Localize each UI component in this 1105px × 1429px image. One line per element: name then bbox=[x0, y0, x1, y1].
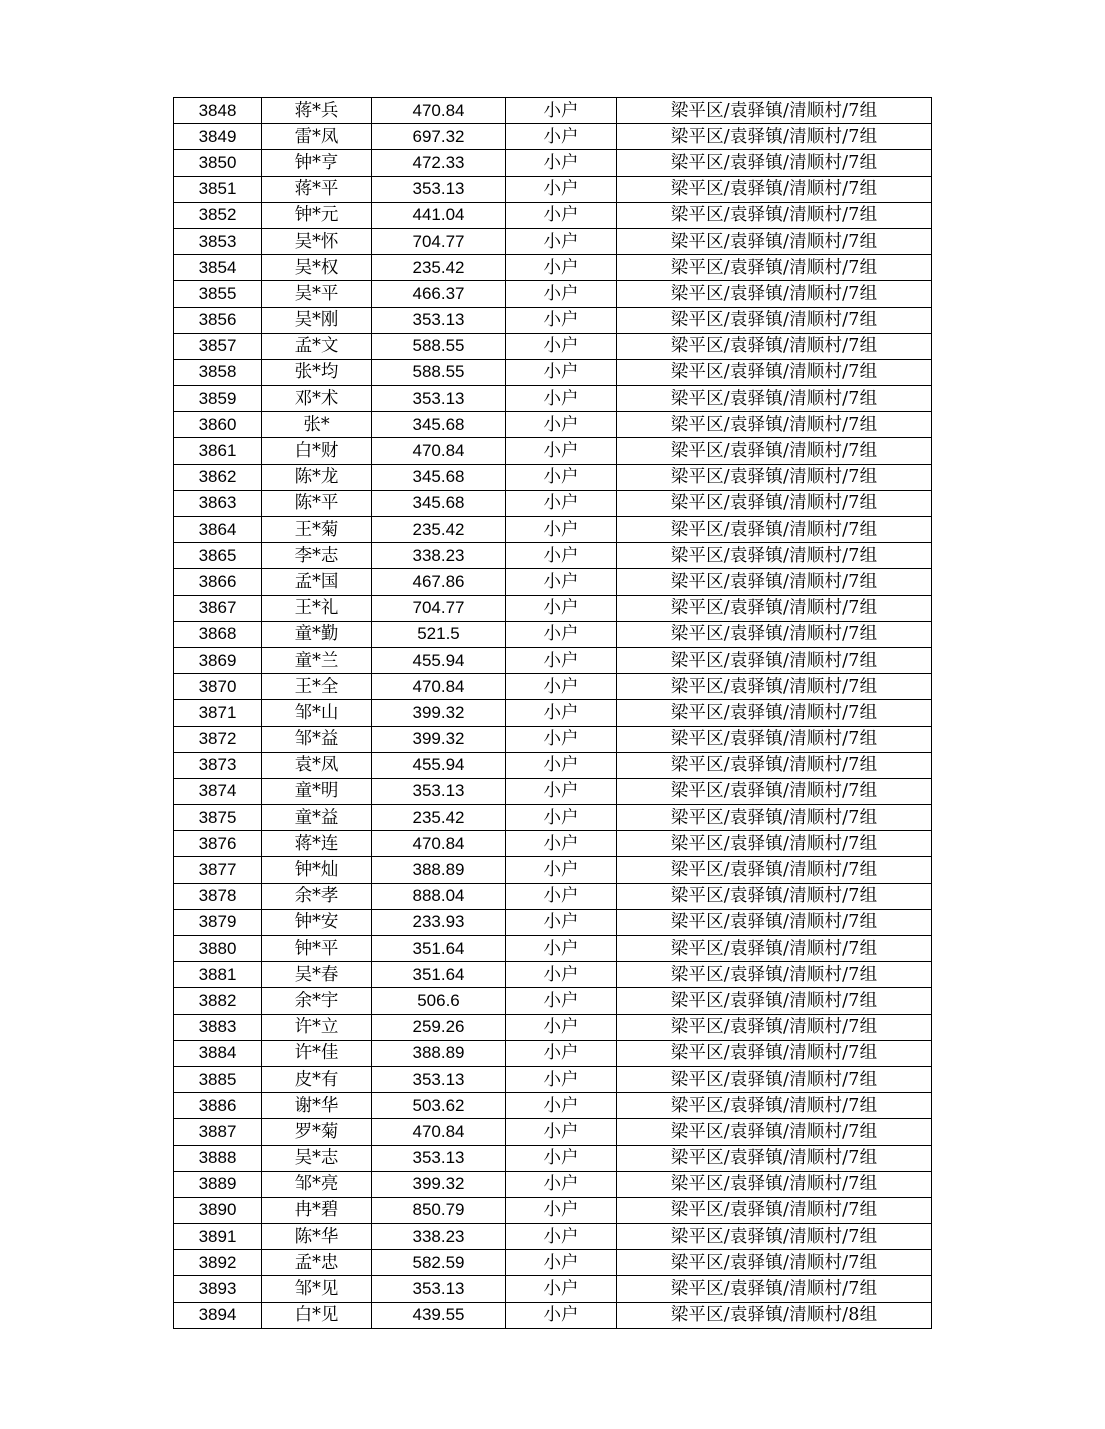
cell-name: 吴*志 bbox=[262, 1145, 372, 1171]
cell-name: 陈*华 bbox=[262, 1224, 372, 1250]
cell-address: 梁平区/袁驿镇/清顺村/7组 bbox=[617, 202, 932, 228]
table-row bbox=[174, 962, 932, 988]
cell-type: 小户 bbox=[506, 621, 617, 647]
cell-name: 余*宇 bbox=[262, 988, 372, 1014]
cell-address: 梁平区/袁驿镇/清顺村/7组 bbox=[617, 412, 932, 438]
table-row bbox=[174, 412, 932, 438]
cell-amount: 506.6 bbox=[372, 988, 506, 1014]
table-row bbox=[174, 700, 932, 726]
cell-name: 童*勤 bbox=[262, 621, 372, 647]
cell-name: 白*见 bbox=[262, 1302, 372, 1328]
table-row bbox=[174, 359, 932, 385]
cell-address: 梁平区/袁驿镇/清顺村/7组 bbox=[617, 1250, 932, 1276]
cell-id: 3865 bbox=[174, 543, 262, 569]
cell-id: 3855 bbox=[174, 281, 262, 307]
cell-id: 3883 bbox=[174, 1014, 262, 1040]
cell-address: 梁平区/袁驿镇/清顺村/7组 bbox=[617, 1145, 932, 1171]
cell-amount: 472.33 bbox=[372, 150, 506, 176]
cell-address: 梁平区/袁驿镇/清顺村/7组 bbox=[617, 621, 932, 647]
cell-amount: 697.32 bbox=[372, 124, 506, 150]
cell-type: 小户 bbox=[506, 1145, 617, 1171]
cell-address: 梁平区/袁驿镇/清顺村/7组 bbox=[617, 805, 932, 831]
cell-name: 雷*凤 bbox=[262, 124, 372, 150]
cell-address: 梁平区/袁驿镇/清顺村/7组 bbox=[617, 438, 932, 464]
cell-type: 小户 bbox=[506, 281, 617, 307]
cell-id: 3863 bbox=[174, 490, 262, 516]
cell-address: 梁平区/袁驿镇/清顺村/7组 bbox=[617, 674, 932, 700]
cell-type: 小户 bbox=[506, 176, 617, 202]
cell-amount: 338.23 bbox=[372, 543, 506, 569]
cell-amount: 353.13 bbox=[372, 176, 506, 202]
cell-amount: 235.42 bbox=[372, 805, 506, 831]
cell-amount: 353.13 bbox=[372, 1066, 506, 1092]
cell-name: 王*全 bbox=[262, 674, 372, 700]
cell-amount: 351.64 bbox=[372, 962, 506, 988]
cell-name: 钟*亨 bbox=[262, 150, 372, 176]
table-row bbox=[174, 621, 932, 647]
cell-type: 小户 bbox=[506, 150, 617, 176]
cell-name: 邹*山 bbox=[262, 700, 372, 726]
cell-address: 梁平区/袁驿镇/清顺村/7组 bbox=[617, 307, 932, 333]
cell-name: 袁*凤 bbox=[262, 752, 372, 778]
cell-type: 小户 bbox=[506, 595, 617, 621]
cell-name: 余*孝 bbox=[262, 883, 372, 909]
cell-amount: 353.13 bbox=[372, 386, 506, 412]
table-row bbox=[174, 386, 932, 412]
table-row bbox=[174, 517, 932, 543]
cell-address: 梁平区/袁驿镇/清顺村/7组 bbox=[617, 726, 932, 752]
cell-id: 3879 bbox=[174, 909, 262, 935]
cell-id: 3877 bbox=[174, 857, 262, 883]
cell-type: 小户 bbox=[506, 490, 617, 516]
cell-address: 梁平区/袁驿镇/清顺村/7组 bbox=[617, 464, 932, 490]
cell-id: 3859 bbox=[174, 386, 262, 412]
cell-amount: 345.68 bbox=[372, 490, 506, 516]
cell-name: 蒋*兵 bbox=[262, 98, 372, 124]
cell-amount: 345.68 bbox=[372, 464, 506, 490]
cell-type: 小户 bbox=[506, 988, 617, 1014]
table-row bbox=[174, 1302, 932, 1328]
cell-type: 小户 bbox=[506, 124, 617, 150]
table-row bbox=[174, 228, 932, 254]
cell-id: 3870 bbox=[174, 674, 262, 700]
cell-id: 3869 bbox=[174, 647, 262, 673]
cell-name: 王*礼 bbox=[262, 595, 372, 621]
table-row bbox=[174, 1119, 932, 1145]
cell-address: 梁平区/袁驿镇/清顺村/7组 bbox=[617, 936, 932, 962]
cell-name: 吴*怀 bbox=[262, 228, 372, 254]
cell-amount: 353.13 bbox=[372, 307, 506, 333]
cell-type: 小户 bbox=[506, 464, 617, 490]
cell-type: 小户 bbox=[506, 674, 617, 700]
cell-id: 3850 bbox=[174, 150, 262, 176]
cell-name: 邹*亮 bbox=[262, 1171, 372, 1197]
cell-name: 钟*平 bbox=[262, 936, 372, 962]
cell-id: 3889 bbox=[174, 1171, 262, 1197]
cell-id: 3862 bbox=[174, 464, 262, 490]
cell-name: 李*志 bbox=[262, 543, 372, 569]
cell-id: 3888 bbox=[174, 1145, 262, 1171]
cell-amount: 399.32 bbox=[372, 726, 506, 752]
cell-address: 梁平区/袁驿镇/清顺村/7组 bbox=[617, 281, 932, 307]
cell-amount: 353.13 bbox=[372, 1145, 506, 1171]
cell-address: 梁平区/袁驿镇/清顺村/7组 bbox=[617, 228, 932, 254]
cell-id: 3881 bbox=[174, 962, 262, 988]
cell-type: 小户 bbox=[506, 228, 617, 254]
cell-address: 梁平区/袁驿镇/清顺村/7组 bbox=[617, 647, 932, 673]
cell-amount: 388.89 bbox=[372, 1040, 506, 1066]
cell-type: 小户 bbox=[506, 1171, 617, 1197]
cell-amount: 235.42 bbox=[372, 517, 506, 543]
cell-address: 梁平区/袁驿镇/清顺村/7组 bbox=[617, 1093, 932, 1119]
cell-address: 梁平区/袁驿镇/清顺村/7组 bbox=[617, 255, 932, 281]
cell-address: 梁平区/袁驿镇/清顺村/7组 bbox=[617, 988, 932, 1014]
table-row bbox=[174, 464, 932, 490]
cell-id: 3891 bbox=[174, 1224, 262, 1250]
cell-amount: 704.77 bbox=[372, 595, 506, 621]
cell-address: 梁平区/袁驿镇/清顺村/7组 bbox=[617, 831, 932, 857]
cell-amount: 467.86 bbox=[372, 569, 506, 595]
cell-address: 梁平区/袁驿镇/清顺村/7组 bbox=[617, 909, 932, 935]
cell-address: 梁平区/袁驿镇/清顺村/7组 bbox=[617, 883, 932, 909]
table-row bbox=[174, 857, 932, 883]
cell-id: 3880 bbox=[174, 936, 262, 962]
cell-type: 小户 bbox=[506, 1040, 617, 1066]
cell-type: 小户 bbox=[506, 831, 617, 857]
cell-address: 梁平区/袁驿镇/清顺村/7组 bbox=[617, 386, 932, 412]
table-row bbox=[174, 176, 932, 202]
cell-type: 小户 bbox=[506, 1276, 617, 1302]
table-row bbox=[174, 1040, 932, 1066]
table-row bbox=[174, 936, 932, 962]
cell-name: 孟*国 bbox=[262, 569, 372, 595]
cell-id: 3894 bbox=[174, 1302, 262, 1328]
table-row bbox=[174, 988, 932, 1014]
cell-amount: 441.04 bbox=[372, 202, 506, 228]
cell-name: 邹*益 bbox=[262, 726, 372, 752]
cell-name: 蒋*连 bbox=[262, 831, 372, 857]
cell-id: 3849 bbox=[174, 124, 262, 150]
cell-id: 3854 bbox=[174, 255, 262, 281]
cell-type: 小户 bbox=[506, 1093, 617, 1119]
cell-name: 邹*见 bbox=[262, 1276, 372, 1302]
cell-amount: 455.94 bbox=[372, 647, 506, 673]
cell-name: 白*财 bbox=[262, 438, 372, 464]
cell-name: 童*明 bbox=[262, 778, 372, 804]
table-row bbox=[174, 569, 932, 595]
cell-id: 3874 bbox=[174, 778, 262, 804]
cell-type: 小户 bbox=[506, 333, 617, 359]
record-table bbox=[173, 97, 932, 1329]
cell-type: 小户 bbox=[506, 1014, 617, 1040]
cell-name: 吴*平 bbox=[262, 281, 372, 307]
cell-name: 蒋*平 bbox=[262, 176, 372, 202]
cell-type: 小户 bbox=[506, 202, 617, 228]
cell-id: 3882 bbox=[174, 988, 262, 1014]
cell-address: 梁平区/袁驿镇/清顺村/7组 bbox=[617, 1040, 932, 1066]
cell-address: 梁平区/袁驿镇/清顺村/7组 bbox=[617, 543, 932, 569]
cell-amount: 399.32 bbox=[372, 700, 506, 726]
table-row bbox=[174, 1197, 932, 1223]
table-row bbox=[174, 255, 932, 281]
cell-id: 3876 bbox=[174, 831, 262, 857]
table-row bbox=[174, 543, 932, 569]
cell-type: 小户 bbox=[506, 412, 617, 438]
cell-name: 钟*安 bbox=[262, 909, 372, 935]
cell-amount: 470.84 bbox=[372, 98, 506, 124]
table-row bbox=[174, 1145, 932, 1171]
table-row bbox=[174, 674, 932, 700]
cell-type: 小户 bbox=[506, 726, 617, 752]
cell-amount: 353.13 bbox=[372, 778, 506, 804]
table-row bbox=[174, 1276, 932, 1302]
cell-address: 梁平区/袁驿镇/清顺村/7组 bbox=[617, 176, 932, 202]
cell-id: 3868 bbox=[174, 621, 262, 647]
cell-amount: 704.77 bbox=[372, 228, 506, 254]
cell-type: 小户 bbox=[506, 936, 617, 962]
table-row bbox=[174, 1171, 932, 1197]
cell-address: 梁平区/袁驿镇/清顺村/7组 bbox=[617, 1014, 932, 1040]
cell-name: 许*立 bbox=[262, 1014, 372, 1040]
cell-name: 孟*文 bbox=[262, 333, 372, 359]
cell-amount: 588.55 bbox=[372, 333, 506, 359]
cell-amount: 521.5 bbox=[372, 621, 506, 647]
cell-address: 梁平区/袁驿镇/清顺村/7组 bbox=[617, 333, 932, 359]
table-body bbox=[174, 98, 932, 1329]
cell-id: 3861 bbox=[174, 438, 262, 464]
cell-id: 3892 bbox=[174, 1250, 262, 1276]
cell-name: 吴*刚 bbox=[262, 307, 372, 333]
cell-amount: 888.04 bbox=[372, 883, 506, 909]
table-row bbox=[174, 831, 932, 857]
cell-type: 小户 bbox=[506, 1119, 617, 1145]
cell-type: 小户 bbox=[506, 386, 617, 412]
cell-address: 梁平区/袁驿镇/清顺村/7组 bbox=[617, 359, 932, 385]
table-row bbox=[174, 726, 932, 752]
cell-id: 3848 bbox=[174, 98, 262, 124]
cell-address: 梁平区/袁驿镇/清顺村/7组 bbox=[617, 1197, 932, 1223]
cell-id: 3860 bbox=[174, 412, 262, 438]
cell-address: 梁平区/袁驿镇/清顺村/7组 bbox=[617, 595, 932, 621]
cell-name: 陈*平 bbox=[262, 490, 372, 516]
cell-amount: 388.89 bbox=[372, 857, 506, 883]
cell-type: 小户 bbox=[506, 1066, 617, 1092]
cell-id: 3875 bbox=[174, 805, 262, 831]
cell-id: 3852 bbox=[174, 202, 262, 228]
cell-name: 陈*龙 bbox=[262, 464, 372, 490]
table-row bbox=[174, 647, 932, 673]
table-row bbox=[174, 1250, 932, 1276]
table-row bbox=[174, 490, 932, 516]
table-row bbox=[174, 1066, 932, 1092]
cell-address: 梁平区/袁驿镇/清顺村/7组 bbox=[617, 1119, 932, 1145]
cell-type: 小户 bbox=[506, 700, 617, 726]
cell-name: 吴*春 bbox=[262, 962, 372, 988]
cell-type: 小户 bbox=[506, 517, 617, 543]
cell-name: 谢*华 bbox=[262, 1093, 372, 1119]
cell-type: 小户 bbox=[506, 883, 617, 909]
cell-address: 梁平区/袁驿镇/清顺村/7组 bbox=[617, 752, 932, 778]
cell-id: 3857 bbox=[174, 333, 262, 359]
cell-id: 3871 bbox=[174, 700, 262, 726]
cell-type: 小户 bbox=[506, 1302, 617, 1328]
cell-name: 孟*忠 bbox=[262, 1250, 372, 1276]
cell-id: 3853 bbox=[174, 228, 262, 254]
cell-amount: 503.62 bbox=[372, 1093, 506, 1119]
table-row bbox=[174, 333, 932, 359]
cell-address: 梁平区/袁驿镇/清顺村/7组 bbox=[617, 1224, 932, 1250]
cell-type: 小户 bbox=[506, 962, 617, 988]
table-row bbox=[174, 124, 932, 150]
cell-id: 3873 bbox=[174, 752, 262, 778]
cell-id: 3890 bbox=[174, 1197, 262, 1223]
cell-address: 梁平区/袁驿镇/清顺村/7组 bbox=[617, 700, 932, 726]
cell-id: 3872 bbox=[174, 726, 262, 752]
cell-type: 小户 bbox=[506, 255, 617, 281]
cell-name: 王*菊 bbox=[262, 517, 372, 543]
cell-id: 3878 bbox=[174, 883, 262, 909]
cell-amount: 338.23 bbox=[372, 1224, 506, 1250]
table-row bbox=[174, 307, 932, 333]
cell-address: 梁平区/袁驿镇/清顺村/7组 bbox=[617, 1171, 932, 1197]
cell-id: 3893 bbox=[174, 1276, 262, 1302]
table-row bbox=[174, 1093, 932, 1119]
cell-name: 吴*权 bbox=[262, 255, 372, 281]
table-row bbox=[174, 778, 932, 804]
cell-id: 3858 bbox=[174, 359, 262, 385]
cell-amount: 351.64 bbox=[372, 936, 506, 962]
cell-type: 小户 bbox=[506, 569, 617, 595]
cell-type: 小户 bbox=[506, 1224, 617, 1250]
cell-address: 梁平区/袁驿镇/清顺村/7组 bbox=[617, 517, 932, 543]
cell-amount: 470.84 bbox=[372, 674, 506, 700]
cell-name: 钟*元 bbox=[262, 202, 372, 228]
cell-amount: 345.68 bbox=[372, 412, 506, 438]
table-row bbox=[174, 438, 932, 464]
cell-amount: 233.93 bbox=[372, 909, 506, 935]
table-row bbox=[174, 909, 932, 935]
cell-type: 小户 bbox=[506, 805, 617, 831]
cell-type: 小户 bbox=[506, 359, 617, 385]
cell-amount: 470.84 bbox=[372, 831, 506, 857]
cell-address: 梁平区/袁驿镇/清顺村/8组 bbox=[617, 1302, 932, 1328]
cell-type: 小户 bbox=[506, 647, 617, 673]
cell-id: 3856 bbox=[174, 307, 262, 333]
cell-amount: 455.94 bbox=[372, 752, 506, 778]
cell-id: 3886 bbox=[174, 1093, 262, 1119]
cell-id: 3867 bbox=[174, 595, 262, 621]
table-row bbox=[174, 98, 932, 124]
cell-amount: 470.84 bbox=[372, 438, 506, 464]
cell-name: 冉*碧 bbox=[262, 1197, 372, 1223]
table-row bbox=[174, 202, 932, 228]
table-row bbox=[174, 805, 932, 831]
cell-name: 许*佳 bbox=[262, 1040, 372, 1066]
cell-type: 小户 bbox=[506, 778, 617, 804]
cell-type: 小户 bbox=[506, 98, 617, 124]
cell-name: 钟*灿 bbox=[262, 857, 372, 883]
cell-type: 小户 bbox=[506, 438, 617, 464]
table-row bbox=[174, 752, 932, 778]
cell-amount: 353.13 bbox=[372, 1276, 506, 1302]
cell-address: 梁平区/袁驿镇/清顺村/7组 bbox=[617, 1276, 932, 1302]
cell-type: 小户 bbox=[506, 1250, 617, 1276]
cell-type: 小户 bbox=[506, 1197, 617, 1223]
table-row bbox=[174, 1224, 932, 1250]
table-row bbox=[174, 883, 932, 909]
cell-address: 梁平区/袁驿镇/清顺村/7组 bbox=[617, 98, 932, 124]
cell-type: 小户 bbox=[506, 752, 617, 778]
cell-amount: 850.79 bbox=[372, 1197, 506, 1223]
cell-address: 梁平区/袁驿镇/清顺村/7组 bbox=[617, 1066, 932, 1092]
table-row bbox=[174, 150, 932, 176]
cell-amount: 439.55 bbox=[372, 1302, 506, 1328]
cell-type: 小户 bbox=[506, 307, 617, 333]
cell-type: 小户 bbox=[506, 543, 617, 569]
cell-name: 邓*术 bbox=[262, 386, 372, 412]
cell-amount: 235.42 bbox=[372, 255, 506, 281]
cell-address: 梁平区/袁驿镇/清顺村/7组 bbox=[617, 857, 932, 883]
cell-name: 皮*有 bbox=[262, 1066, 372, 1092]
cell-address: 梁平区/袁驿镇/清顺村/7组 bbox=[617, 490, 932, 516]
cell-address: 梁平区/袁驿镇/清顺村/7组 bbox=[617, 778, 932, 804]
table-row bbox=[174, 595, 932, 621]
cell-address: 梁平区/袁驿镇/清顺村/7组 bbox=[617, 569, 932, 595]
table-row bbox=[174, 1014, 932, 1040]
cell-name: 童*益 bbox=[262, 805, 372, 831]
cell-amount: 470.84 bbox=[372, 1119, 506, 1145]
cell-address: 梁平区/袁驿镇/清顺村/7组 bbox=[617, 962, 932, 988]
cell-amount: 399.32 bbox=[372, 1171, 506, 1197]
cell-name: 童*兰 bbox=[262, 647, 372, 673]
cell-amount: 588.55 bbox=[372, 359, 506, 385]
cell-id: 3884 bbox=[174, 1040, 262, 1066]
cell-id: 3866 bbox=[174, 569, 262, 595]
cell-type: 小户 bbox=[506, 857, 617, 883]
cell-address: 梁平区/袁驿镇/清顺村/7组 bbox=[617, 150, 932, 176]
cell-address: 梁平区/袁驿镇/清顺村/7组 bbox=[617, 124, 932, 150]
cell-id: 3885 bbox=[174, 1066, 262, 1092]
cell-amount: 466.37 bbox=[372, 281, 506, 307]
cell-id: 3864 bbox=[174, 517, 262, 543]
cell-name: 张* bbox=[262, 412, 372, 438]
cell-name: 张*均 bbox=[262, 359, 372, 385]
table-row bbox=[174, 281, 932, 307]
cell-id: 3887 bbox=[174, 1119, 262, 1145]
cell-name: 罗*菊 bbox=[262, 1119, 372, 1145]
cell-amount: 259.26 bbox=[372, 1014, 506, 1040]
cell-type: 小户 bbox=[506, 909, 617, 935]
cell-id: 3851 bbox=[174, 176, 262, 202]
cell-amount: 582.59 bbox=[372, 1250, 506, 1276]
